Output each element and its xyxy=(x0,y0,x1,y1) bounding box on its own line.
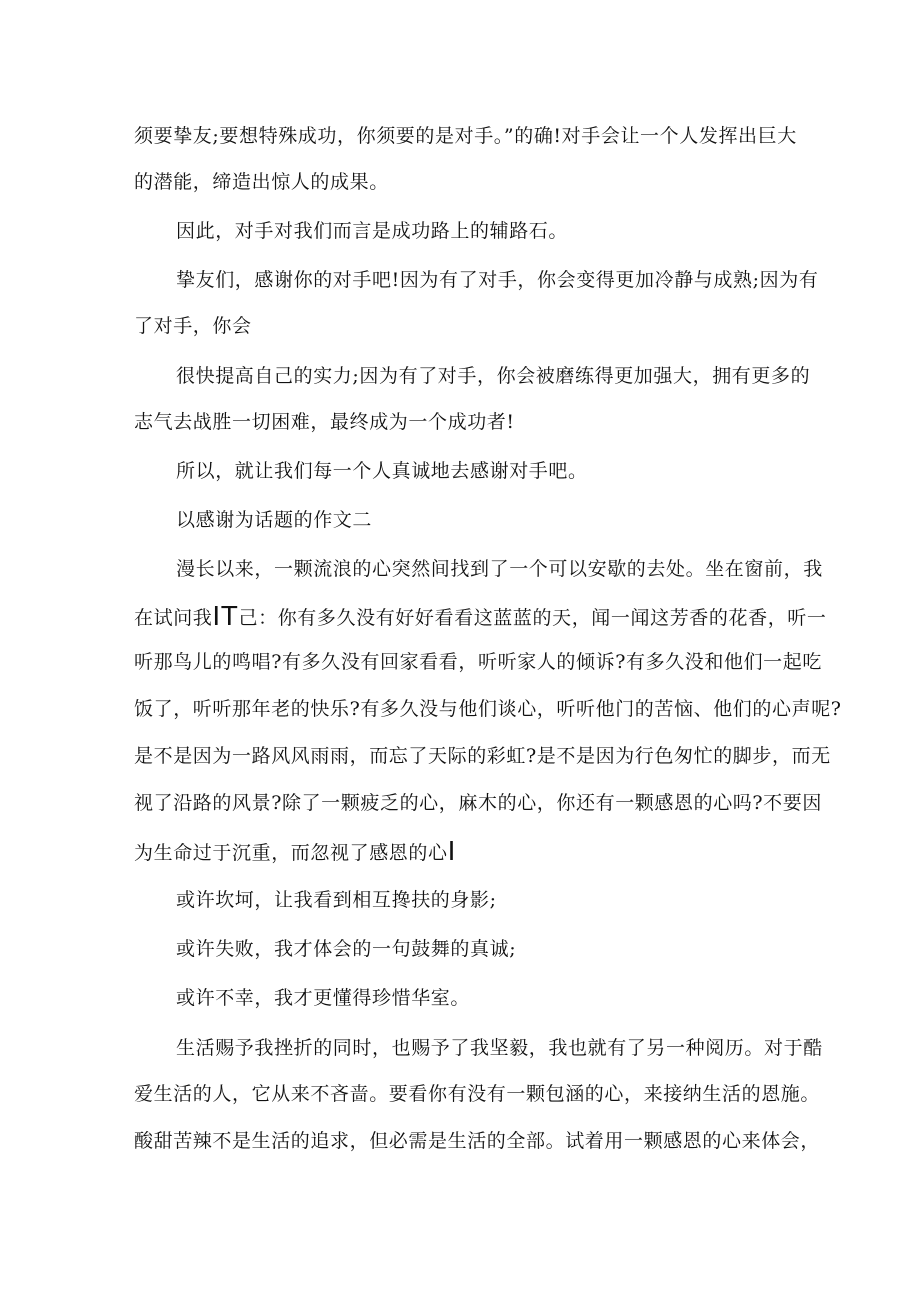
paragraph-4-line-2: 志气去战胜一切困难，最终成为一个成功者! xyxy=(134,411,515,433)
paragraph-6-line-2-end: 己：你有多久没有好好看看这蓝蓝的天，闻一闻这芳香的花香，听一 xyxy=(238,607,827,629)
paragraph-6-line-2 xyxy=(134,600,827,631)
paragraph-9-line-1: 或许不幸，我才更懂得珍惜华室。 xyxy=(176,987,471,1009)
paragraph-6-large-glyph: IT xyxy=(212,600,239,631)
paragraph-7-line-1: 或许坎坷，让我看到相互搀扶的身影; xyxy=(176,889,497,911)
paragraph-1-line-2: 的潜能，缔造出惊人的成果。 xyxy=(134,171,389,193)
paragraph-6-line-2-start: 在试问我 xyxy=(134,607,213,629)
paragraph-6-large-bar-glyph: I xyxy=(447,835,456,866)
paragraph-6-line-6: 视了沿路的风景?除了一颗疲乏的心，麻木的心，你还有一颗感恩的心吗?不要因 xyxy=(134,792,822,814)
paragraph-3-line-1: 挚友们，感谢你的对手吧!因为有了对手，你会变得更加冷静与成熟;因为有 xyxy=(176,269,819,291)
paragraph-1-line-1: 须要挚友;要想特殊成功，你须要的是对手。”的确!对手会让一个人发挥出巨大 xyxy=(134,125,797,147)
paragraph-6-line-1: 漫长以来，一颗流浪的心突然间找到了一个可以安歇的去处。坐在窗前，我 xyxy=(176,558,823,580)
paragraph-6-line-4: 饭了，听听那年老的快乐?有多久没与他们谈心，听听他门的苦恼、他们的心声呢? xyxy=(134,698,842,720)
paragraph-5-line-1: 所以，就让我们每一个人真诚地去感谢对手吧。 xyxy=(176,460,588,482)
paragraph-10-line-2: 爱生活的人，它从来不吝啬。要看你有没有一颗包涵的心，来接纳生活的恩施。 xyxy=(134,1083,821,1105)
paragraph-2-line-1: 因此，对手对我们而言是成功路上的辅路石。 xyxy=(176,220,569,242)
paragraph-8-line-1: 或许失败，我才体会的一句鼓舞的真诚; xyxy=(176,938,517,960)
paragraph-3-line-2: 了对手，你会 xyxy=(134,315,252,337)
paragraph-4-line-1: 很快提高自己的实力;因为有了对手，你会被磨练得更加强大，拥有更多的 xyxy=(176,365,811,387)
paragraph-10-line-3: 酸甜苦辣不是生活的追求，但必需是生活的全部。试着用一颗感恩的心来体会， xyxy=(134,1130,821,1152)
paragraph-6-line-3: 听那鸟儿的鸣唱?有多久没有回家看看，听听家人的倾诉?有多久没和他们一起吃 xyxy=(134,651,822,673)
paragraph-6-line-7 xyxy=(134,835,456,866)
paragraph-6-line-5: 是不是因为一路风风雨雨，而忘了天际的彩虹?是不是因为行色匆忙的脚步，而无 xyxy=(134,745,831,767)
paragraph-10-line-1: 生活赐予我挫折的同时，也赐予了我坚毅，我也就有了另一种阅历。对于酷 xyxy=(176,1037,823,1059)
section-heading: 以感谢为话题的作文二 xyxy=(176,509,373,531)
paragraph-6-line-7-text: 为生命过于沉重，而忽视了感恩的心 xyxy=(134,842,448,864)
